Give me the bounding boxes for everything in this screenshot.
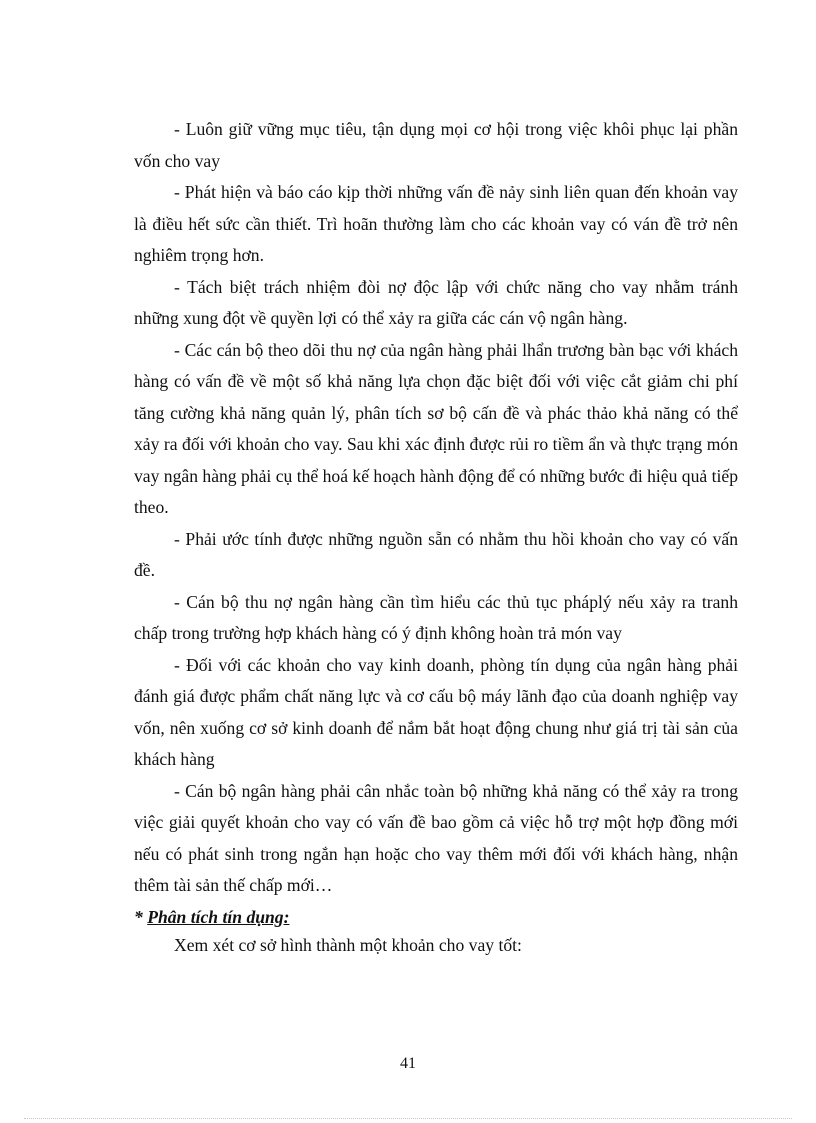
paragraph-6: - Cán bộ thu nợ ngân hàng cần tìm hiểu các thủ tục pháplý nếu xảy ra tranh chấp trong trường hợp khách hàng có ý định không hoàn trả món vay [134, 591, 738, 643]
paragraph-2: - Phát hiện và báo cáo kịp thời những vấn đề nảy sinh liên quan đến khoản vay là điều hết sức cần thiết. Trì hoãn thường làm cho các khoản vay có ván đề trở nên nghiêm trọng hơn. [134, 182, 738, 265]
section-heading [134, 904, 738, 931]
page-number: 41 [400, 1055, 416, 1072]
paragraph-4: - Các cán bộ theo dõi thu nợ của ngân hàng phải lhẩn trương bàn bạc với khách hàng có vấn đề về một số khả năng lựa chọn đặc biệt đối với việc cắt giảm chi phí tăng cường khả năng quản lý, phân tích sơ bộ cấn đề và phác thảo khả năng có thể xảy ra đối với khoản cho vay. Sau khi xác định được rủi ro tiềm ẩn và thực trạng món vay ngân hàng phải cụ thể hoá kế hoạch hành động để có những bước đi hiệu quả tiếp theo. [134, 339, 738, 517]
paragraph-8: - Cán bộ ngân hàng phải cân nhắc toàn bộ những khả năng có thể xảy ra trong việc giải quyết khoản cho vay có vấn đề bao gồm cả việc hỗ trợ một hợp đồng mới nếu có phát sinh trong ngắn hạn hoặc cho vay thêm mới đối với khách hàng, nhận thêm tài sản thế chấp mới… [134, 780, 738, 895]
section-lead: Xem xét cơ sở hình thành một khoản cho vay tốt: [174, 934, 522, 955]
section-marker: * [134, 906, 148, 927]
paragraph-3: - Tách biệt trách nhiệm đòi nợ độc lập với chức năng cho vay nhằm tránh những xung đột về quyền lợi có thể xảy ra giữa các cán vộ ngân hàng. [134, 276, 738, 328]
page-bottom-edge [24, 1118, 792, 1119]
paragraph-5: - Phải ước tính được những nguồn sẵn có nhằm thu hồi khoản cho vay có vấn đề. [134, 528, 738, 580]
paragraph-7: - Đối với các khoản cho vay kinh doanh, phòng tín dụng của ngân hàng phải đánh giá được phẩm chất năng lực và cơ cấu bộ máy lãnh đạo của doanh nghiệp vay vốn, nên xuống cơ sở kinh doanh để nắm bắt hoạt động chung như giá trị tài sản của khách hàng [134, 654, 738, 769]
section-heading-text: Phân tích tín dụng: [147, 906, 290, 927]
paragraph-1: - Luôn giữ vững mục tiêu, tận dụng mọi cơ hội trong việc khôi phục lại phần vốn cho vay [134, 119, 738, 171]
body-text [134, 114, 738, 960]
